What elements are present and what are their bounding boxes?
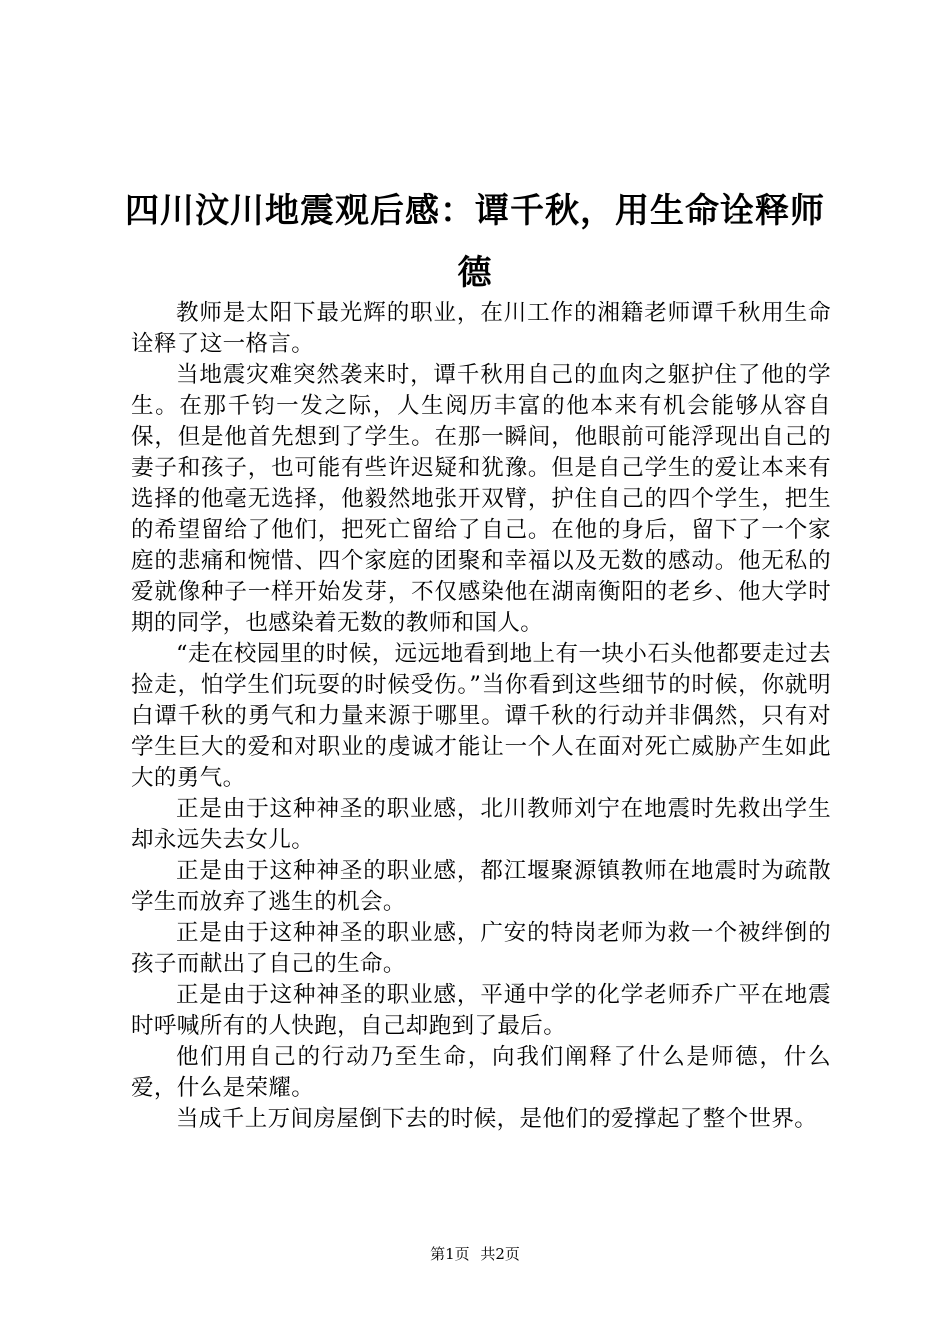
page-total: 共2页 — [480, 1245, 520, 1263]
paragraph: 当成千上万间房屋倒下去的时候，是他们的爱撑起了整个世界。 — [176, 1106, 818, 1132]
page-number: 第1页 — [430, 1245, 470, 1263]
paragraph: 正是由于这种神圣的职业感，北川教师刘宁在地震时先救出学生却永远失去女儿。 — [131, 796, 831, 853]
paragraph: 正是由于这种神圣的职业感，广安的特岗老师为救一个被绊倒的孩子而献出了自己的生命。 — [131, 920, 831, 977]
paragraph: 正是由于这种神圣的职业感，平通中学的化学老师乔广平在地震时呼喊所有的人快跑，自己却跑到了最后。 — [131, 982, 831, 1039]
paragraph: 当地震灾难突然袭来时，谭千秋用自己的血肉之躯护住了他的学生。在那千钧一发之际，人生阅历丰富的他本来有机会能够从容自保，但是他首先想到了学生。在那一瞬间，他眼前可能浮现出自己的妻子和孩子，也可能有些许迟疑和犹豫。但是自己学生的爱让本来有选择的他毫无选择，他毅然地张开双臂，护住自己的四个学生，把生的希望留给了他们，把死亡留给了自己。在他的身后，留下了一个家庭的悲痛和惋惜、四个家庭的团聚和幸福以及无数的感动。他无私的爱就像种子一样开始发芽，不仅感染他在湖南衡阳的老乡、他大学时期的同学，也感染着无数的教师和国人。 — [131, 362, 831, 636]
paragraph: 教师是太阳下最光辉的职业，在川工作的湘籍老师谭千秋用生命诠释了这一格言。 — [131, 300, 831, 357]
paragraph: 他们用自己的行动乃至生命，向我们阐释了什么是师德，什么爱，什么是荣耀。 — [131, 1044, 831, 1101]
page-footer — [0, 1244, 950, 1264]
document-title: 四川汶川地震观后感：谭千秋，用生命诠释师德 — [125, 191, 825, 293]
paragraph: 正是由于这种神圣的职业感，都江堰聚源镇教师在地震时为疏散学生而放弃了逃生的机会。 — [131, 858, 831, 915]
document-body — [131, 298, 831, 1135]
paragraph: “走在校园里的时候，远远地看到地上有一块小石头他都要走过去捡走，怕学生们玩耍的时候受伤。”当你看到这些细节的时候，你就明白谭千秋的勇气和力量来源于哪里。谭千秋的行动并非偶然，只有对学生巨大的爱和对职业的虔诚才能让一个人在面对死亡威胁产生如此大的勇气。 — [131, 641, 831, 791]
